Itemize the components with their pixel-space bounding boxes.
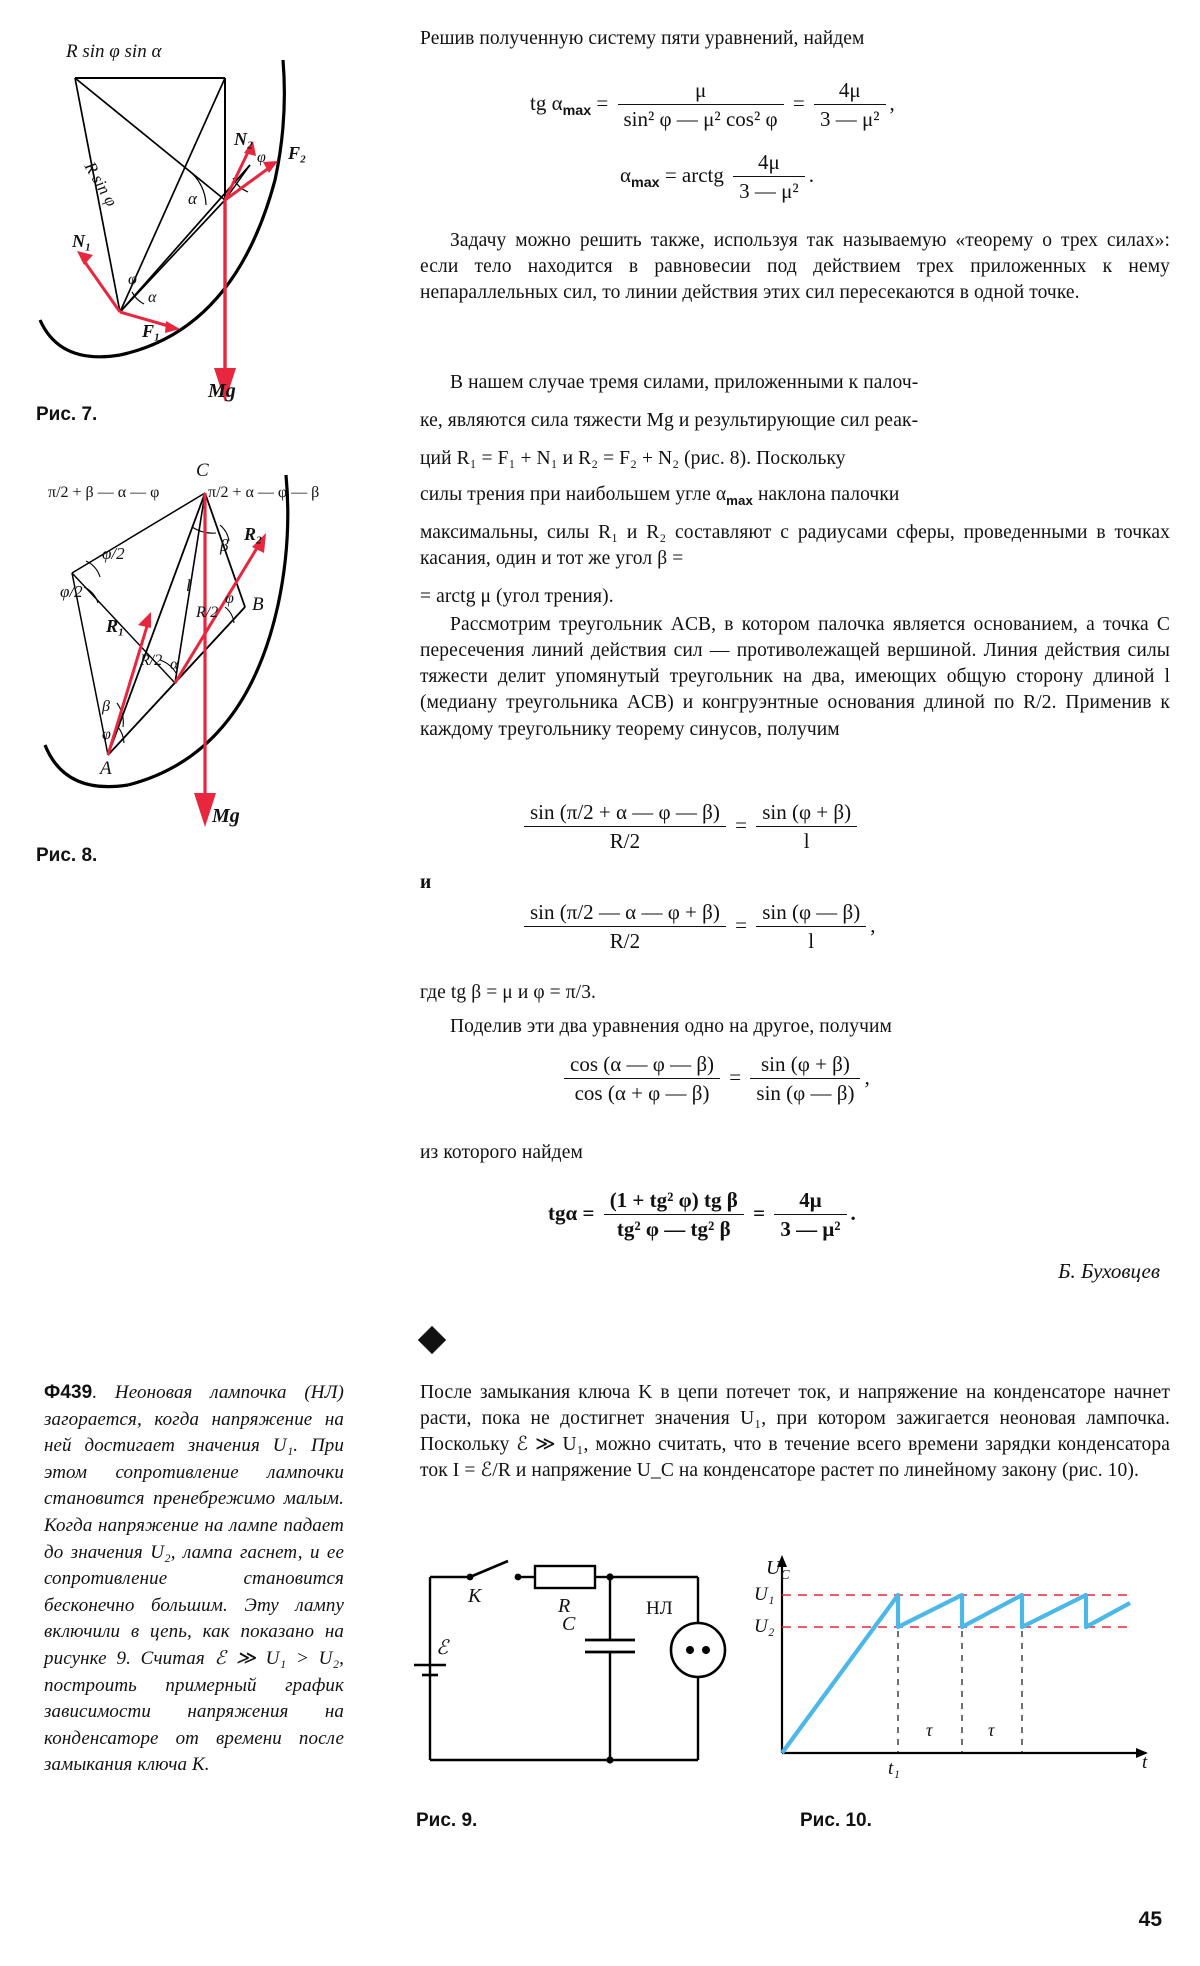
formula-2-lhs-sub: max	[631, 175, 660, 191]
formula-1-tail: ,	[889, 90, 895, 115]
fig9-label-r: R	[558, 1595, 571, 1617]
fig7-label-n1: N₁	[72, 231, 92, 251]
fig8-label-phi-low: φ	[102, 726, 111, 743]
fig8-label-b: B	[252, 594, 264, 615]
fig7-label-mg: Mg	[208, 380, 236, 402]
fig10-label-t1: t₁	[888, 1758, 900, 1779]
formula-1-eq: =	[596, 90, 609, 115]
formula-alpha-max-arctg	[620, 150, 814, 204]
fig7-label-f2: F₂	[288, 143, 307, 163]
formula-1-num1: μ	[618, 78, 784, 105]
paragraph-case-d	[420, 482, 1170, 510]
paragraph-three-forces: Задачу можно решить также, используя так называемую «теорему о трех силах»: если тело находится в равновесии под действием трех приложенных к нему непараллельных сил, то линии действия этих сил пересекаются в одной точке.	[420, 230, 1170, 304]
formula-1-den2: 3 — μ²	[819, 107, 880, 131]
problem-statement	[44, 1380, 344, 1779]
fig8-label-r-half-mid: R/2	[140, 652, 163, 669]
formula-sine-theorem-2	[520, 900, 876, 954]
paragraph-from-which: из которого найдем	[420, 1142, 583, 1163]
fig8-label-beta-top: β	[220, 536, 229, 555]
fig8-label-phi-half-1: φ/2	[102, 544, 125, 563]
fig8-label-alpha: α	[170, 656, 179, 673]
paragraph-case-a: В нашем случае тремя силами, приложенными к палоч-	[450, 372, 919, 393]
paragraph-case-d-text2: наклона палочки	[753, 484, 900, 505]
fig7-label-f1: F₁	[142, 321, 161, 341]
fig7-label-phi-left: φ	[128, 271, 137, 288]
formula-5-num1: cos (α — φ — β)	[564, 1052, 720, 1079]
formula-6-eq: =	[753, 1200, 766, 1225]
fig8-label-a: A	[100, 758, 112, 779]
paragraph-case-f: = arctg μ (угол трения).	[420, 586, 614, 607]
figure-7-caption: Рис. 7.	[36, 404, 98, 425]
fig10-label-tau2: τ	[988, 1720, 995, 1740]
formula-5-num2: sin (φ + β)	[750, 1052, 860, 1079]
fig8-label-mg: Mg	[212, 805, 240, 827]
fig10-label-u2: U₂	[754, 1616, 775, 1637]
paragraph-case-d-text: силы трения при наибольшем угле α	[420, 484, 727, 505]
formula-4-num2: sin (φ — β)	[756, 900, 866, 927]
paragraph-divide: Поделив эти два уравнения одно на другое, получим	[450, 1016, 892, 1037]
fig8-label-right-angle: π/2 + α — φ — β	[208, 484, 320, 501]
fig8-label-phi-b: φ	[225, 590, 234, 607]
figure-7	[20, 30, 400, 410]
paragraph-triangle: Рассмотрим треугольник ACB, в котором палочка является основанием, а точка C пересечения линий действия сил — противолежащей вершиной. Линия действия силы тяжести делит упомянутый треугольник на два, имеющих общую сторону длиной l (медиану треугольника ACB) и конгруэнтные основания длиной по R/2. Применив к каждому треугольнику теорему синусов, получим	[420, 614, 1170, 740]
formula-2-den: 3 — μ²	[739, 179, 799, 203]
formula-2-lhs: α	[620, 162, 632, 187]
formula-3-eq: =	[735, 812, 747, 837]
figure-10	[750, 1555, 1160, 1785]
fig10-label-t-axis: t	[1142, 1752, 1148, 1773]
paragraph-intro: Решив полученную систему пяти уравнений, найдем	[420, 28, 865, 49]
problem-code: Ф439	[44, 1382, 93, 1403]
conjunction-and: и	[420, 872, 432, 893]
fig8-label-r1: R₁	[106, 616, 125, 636]
paragraph-case-e: максимальны, силы R₁ и R₂ составляют с радиусами сферы, проведенными в точках касания, один и тот же угол β =	[420, 522, 1170, 570]
formula-5-tail: ,	[864, 1064, 870, 1089]
fig9-label-emf: ℰ	[436, 1637, 449, 1659]
fig10-label-tau1: τ	[926, 1720, 933, 1740]
figure-9-caption: Рис. 9.	[416, 1810, 478, 1831]
fig9-label-c: C	[562, 1613, 576, 1635]
formula-5-den2: sin (φ — β)	[756, 1081, 855, 1105]
fig10-label-uc: $U_C$	[766, 1557, 790, 1582]
fig7-label-top: R sin φ sin α	[66, 41, 162, 62]
fig8-label-l: l	[186, 576, 191, 595]
formula-4-den2: l	[808, 929, 815, 953]
formula-1-num2: 4μ	[814, 78, 886, 105]
fig8-label-beta-low: β	[102, 698, 110, 715]
paragraph-case-b-text: ке, являются сила тяжести Mg и результирующие сил реак-	[420, 410, 919, 431]
fig7-label-rsinphi: R sin φ	[80, 158, 122, 210]
paragraph-where-tg: где tg β = μ и φ = π/3.	[420, 982, 597, 1003]
formula-1-eq2: =	[792, 90, 805, 115]
paragraph-case-c: ций R₁ = F₁ + N₁ и R₂ = F₂ + N₂ (рис. 8). Поскольку	[420, 448, 846, 469]
problem-text: . Неоновая лампочка (НЛ) загорается, когда напряжение на ней достигает значения U₁. При этом сопротивление лампочки становится пренебрежимо малым. Когда напряжение на лампе падает до значения U₂, лампа гаснет, и ее сопротивление становится бесконечно большим. Эту лампу включили в цепь, как показано на рисунке 9. Считая ℰ ≫ U₁ > U₂, построить примерный график зависимости напряжения на конденсаторе от времени после замыкания ключа K.	[44, 1382, 344, 1776]
formula-5-eq: =	[729, 1064, 742, 1089]
formula-1-den1: sin² φ — μ² cos² φ	[623, 107, 778, 131]
section-separator-diamond	[418, 1326, 446, 1354]
formula-3-den1: R/2	[609, 829, 641, 853]
fig10-label-u1: U₁	[754, 1584, 775, 1605]
formula-2-tail: .	[808, 162, 814, 187]
fig8-label-r2: R₂	[244, 524, 263, 544]
formula-3-den2: l	[803, 829, 810, 853]
problem-solution: После замыкания ключа K в цепи потечет ток, и напряжение на конденсаторе начнет расти, пока не достигнет значения U₁, при котором зажигается неоновая лампочка. Поскольку ℰ ≫ U₁, можно считать, что в течение всего времени зарядки конденсатора ток I = ℰ/R и напряжение U_C на конденсаторе растет по линейному закону (рис. 10).	[420, 1382, 1170, 1482]
formula-2-num: 4μ	[733, 150, 805, 177]
formula-4-num1: sin (π/2 — α — φ + β)	[524, 900, 726, 927]
formula-2-eq: = arctg	[664, 162, 724, 187]
formula-4-den1: R/2	[609, 929, 641, 953]
formula-6-den2: 3 — μ²	[780, 1217, 841, 1241]
fig9-label-nl: НЛ	[646, 1598, 673, 1619]
formula-5-den1: cos (α + φ — β)	[574, 1081, 710, 1105]
fig9-label-k: K	[468, 1585, 482, 1607]
author-signature: Б. Буховцев	[1058, 1259, 1160, 1283]
formula-1-lhs-sub: max	[562, 103, 592, 119]
fig8-label-phi-half-2: φ/2	[60, 582, 83, 601]
formula-6-num1: (1 + tg² φ) tg β	[604, 1188, 744, 1215]
formula-6-lhs: tgα =	[548, 1200, 595, 1225]
fig8-label-r-half-right: R/2	[196, 604, 219, 621]
formula-6-den1: tg² φ — tg² β	[616, 1217, 731, 1241]
formula-3-num2: sin (φ + β)	[756, 800, 857, 827]
formula-6-num2: 4μ	[774, 1188, 846, 1215]
figure-8	[20, 455, 400, 845]
fig7-label-phi-right: φ	[257, 149, 266, 166]
formula-final-tg-alpha	[548, 1188, 856, 1242]
formula-sine-theorem-1	[520, 800, 861, 854]
figure-10-caption: Рис. 10.	[800, 1810, 872, 1831]
formula-1-lhs: tg α	[530, 90, 563, 115]
paragraph-case-d-sub: max	[726, 492, 753, 508]
formula-6-tail: .	[850, 1200, 856, 1225]
page-number: 45	[1138, 1908, 1162, 1931]
formula-4-eq: =	[735, 912, 747, 937]
fig7-label-n2: N₂	[234, 129, 254, 149]
figure-8-caption: Рис. 8.	[36, 845, 98, 866]
formula-tg-alpha-max	[530, 78, 895, 132]
formula-3-num1: sin (π/2 + α — φ — β)	[524, 800, 726, 827]
formula-ratio	[560, 1052, 870, 1106]
fig7-label-alpha-left: α	[148, 289, 157, 306]
figure-9	[410, 1555, 740, 1785]
formula-4-tail: ,	[870, 912, 876, 937]
fig8-label-left-angle: π/2 + β — α — φ	[48, 484, 160, 501]
fig8-label-c: C	[196, 460, 209, 481]
paragraph-case-b	[420, 408, 1170, 434]
fig7-label-alpha: α	[188, 189, 197, 208]
